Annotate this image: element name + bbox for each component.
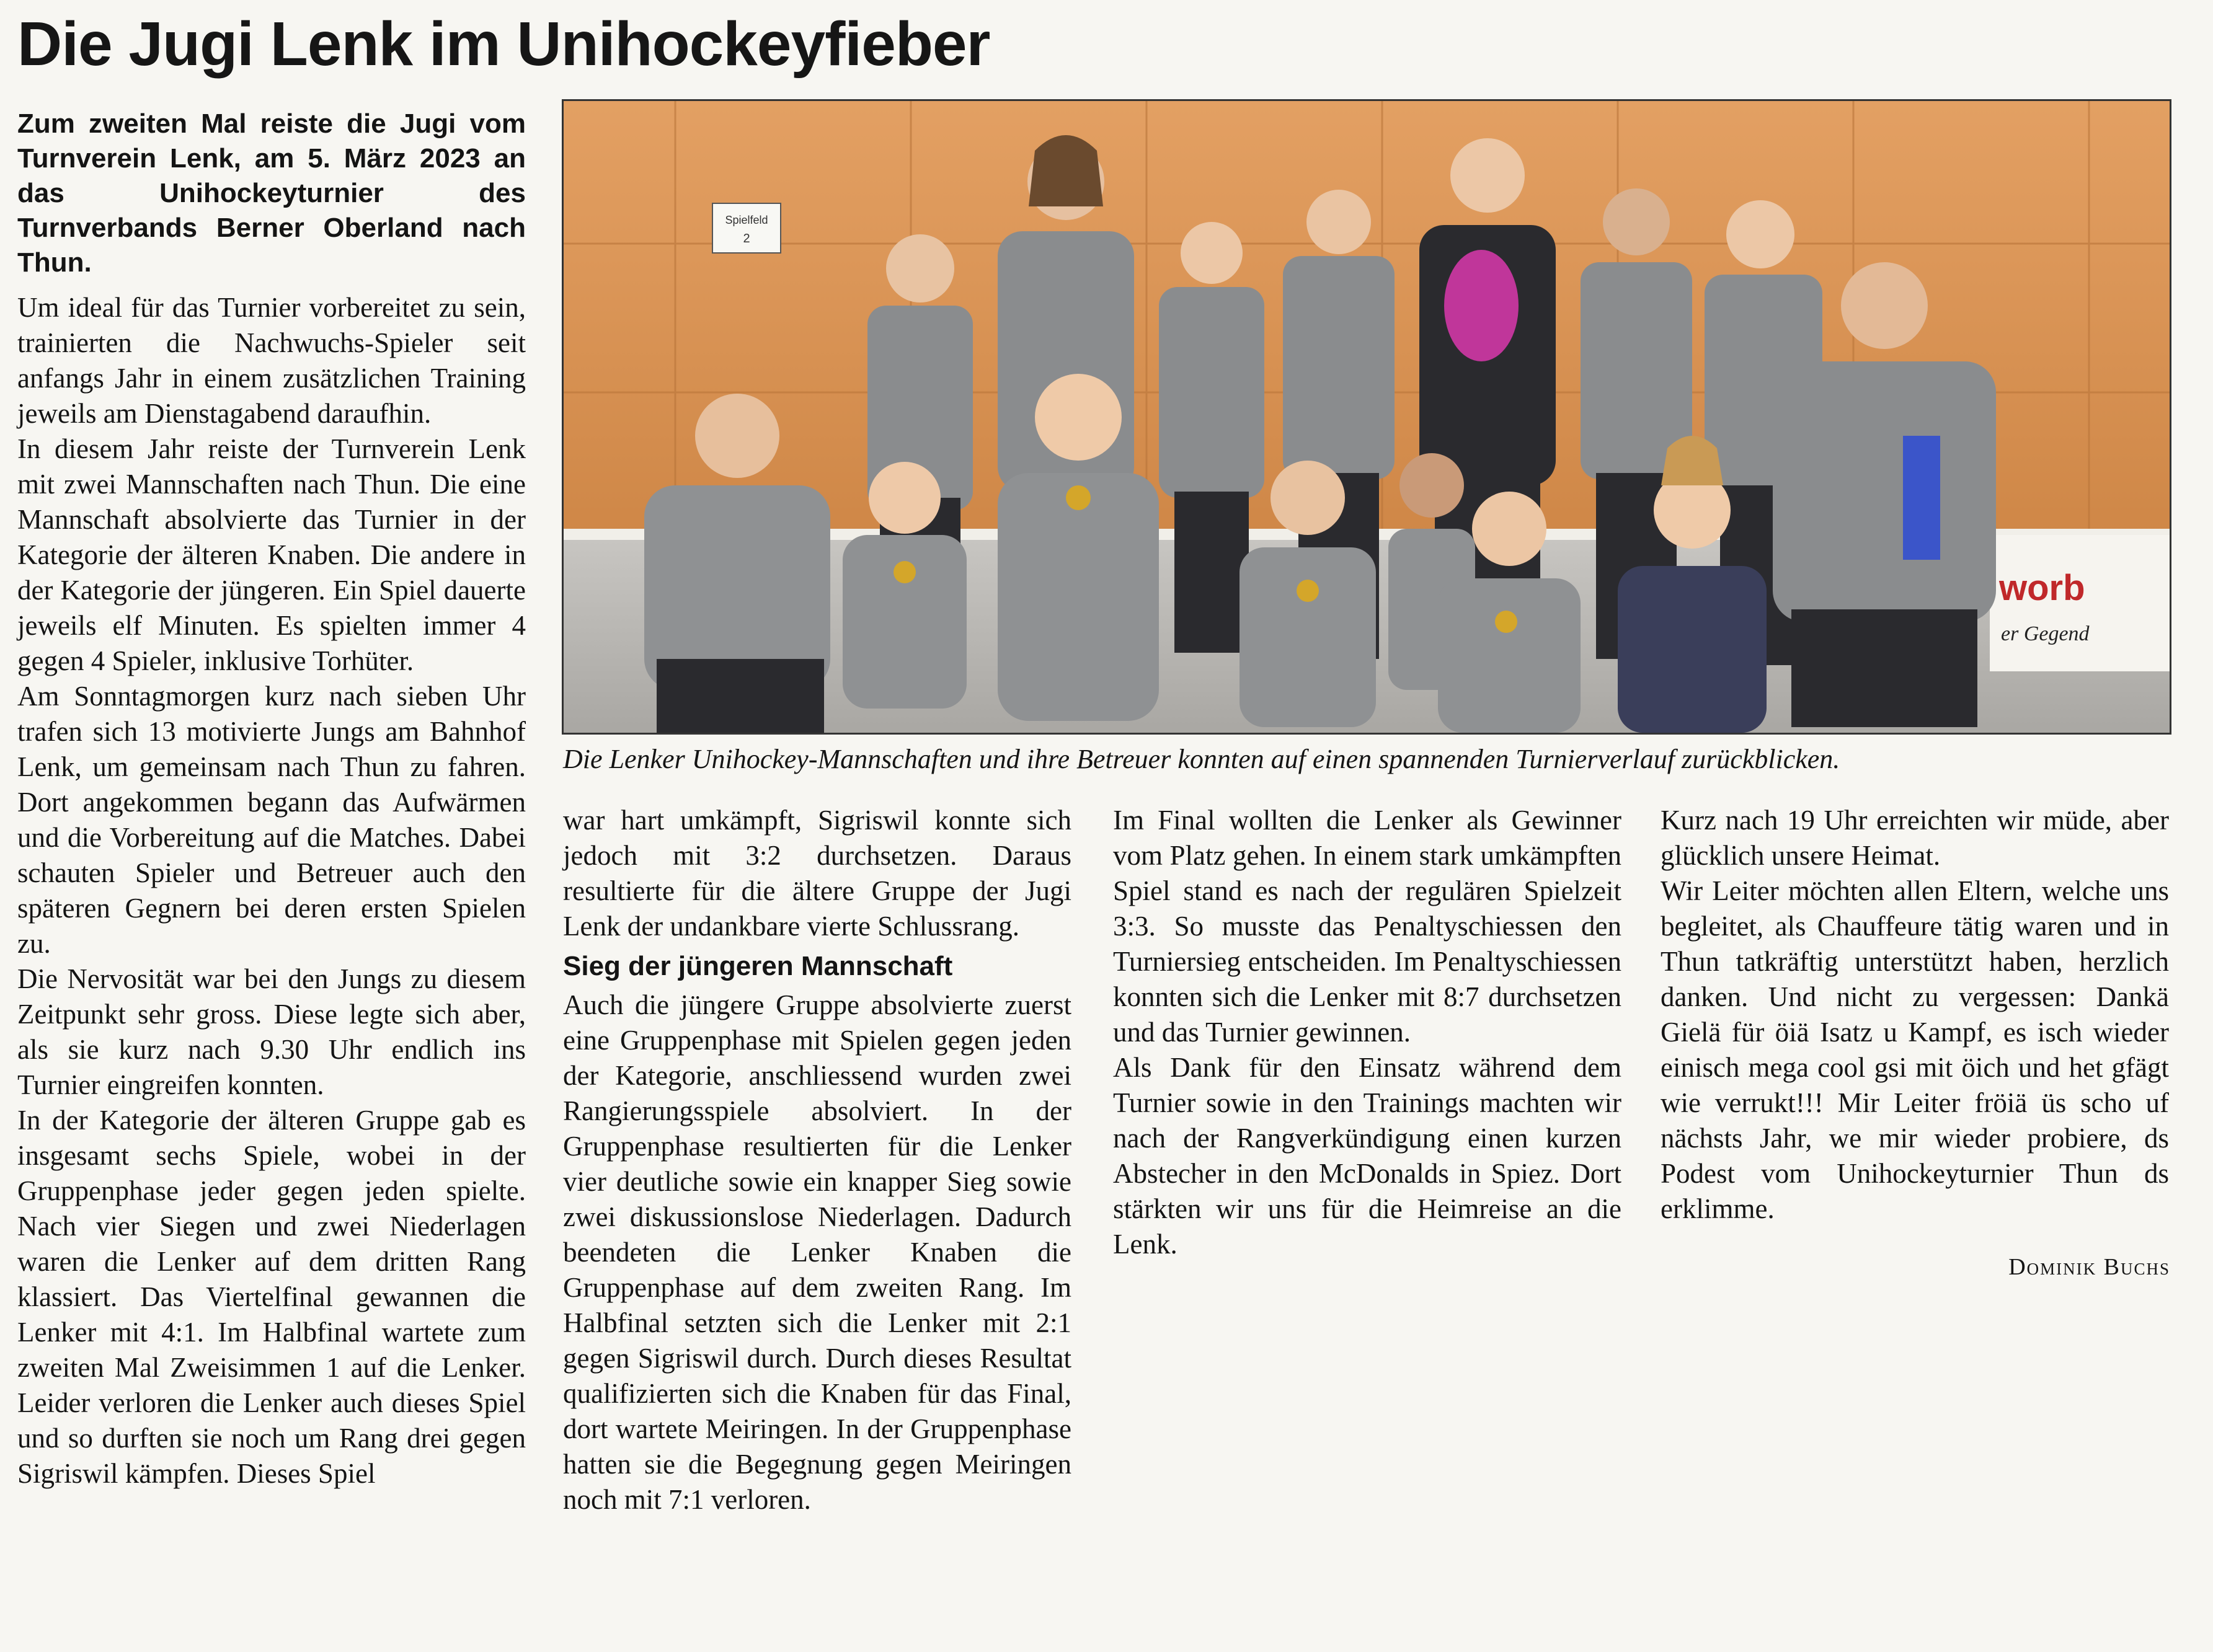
photo-caption: Die Lenker Unihockey-Mannschaften und ihre Betreuer konnten auf einen spannenden Turnierverlauf zurückblicken. (563, 744, 1840, 774)
article-subheading: Sieg der jüngeren Mannschaft (563, 951, 953, 981)
team-photo-illustration (564, 101, 2170, 733)
paragraph: Um ideal für das Turnier vorbereitet zu sein, trainierten die Nachwuchs-Spieler seit anfangs Jahr in einem zusätzlichen Training jeweils am Dienstagabend daraufhin. (17, 292, 526, 429)
court-sign (712, 203, 781, 253)
paragraph: In diesem Jahr reiste der Turnverein Lenk mit zwei Mannschaften nach Thun. Die eine Mannschaft absolvierte das Turnier in der Kategorie der älteren Knaben. Die andere in der Kategorie der jüngeren. Ein Spiel dauerte jeweils elf Minuten. Es spielten immer 4 gegen 4 Spieler, inklusive Torhüter. (17, 433, 526, 676)
article-column-1 (17, 290, 526, 1491)
article-column-2 (563, 803, 1071, 1517)
paragraph: Als Dank für den Einsatz während dem Turnier sowie in den Trainings machten wir nach der Rangverkündigung einen kurzen Abstecher in den McDonalds in Spiez. Dort stärkten wir uns für die Heimreise an die Lenk. (1113, 1052, 1621, 1260)
svg-text:er Gegend: er Gegend (2001, 622, 2090, 645)
article-column-3 (1113, 803, 1621, 1262)
svg-text:worb: worb (1999, 568, 2085, 608)
svg-text:2: 2 (743, 232, 750, 245)
paragraph: war hart umkämpft, Sigriswil konnte sich jedoch mit 3:2 durchsetzen. Daraus resultierte für die ältere Gruppe der Jugi Lenk der undankbare vierte Schlussrang. (563, 805, 1071, 942)
bleed-through-text (856, 12, 2189, 93)
paragraph: Im Final wollten die Lenker als Gewinner vom Platz gehen. In einem stark umkämpften Spiel stand es nach der regulären Spielzeit 3:3. So musste das Penaltyschiessen den Turniersieg entscheiden. Im Penaltyschiessen konnten sich die Lenker mit 8:7 durchsetzen und das Turnier gewinnen. (1113, 805, 1621, 1048)
article-column-4 (1661, 803, 2169, 1227)
paragraph: Auch die jüngere Gruppe absolvierte zuerst eine Gruppenphase mit Spielen gegen jeden der Kategorie, anschliessend wurden zwei Rangierungsspiele absolviert. In der Gruppenphase resultierten für die Lenker vier deutliche sowie ein knapper Sieg sowie zwei diskussionslose Niederlagen. Dadurch beendeten die Lenker Knaben die Gruppenphase auf dem zweiten Rang. Im Halbfinal setzten sich die Lenker mit 2:1 gegen Sigriswil durch. Durch dieses Resultat qualifizierten sich die Knaben für das Final, dort wartete Meiringen. In der Gruppenphase hatten sie die Begegnung gegen Meiringen noch mit 7:1 verloren. (563, 989, 1071, 1515)
paragraph: Am Sonntagmorgen kurz nach sieben Uhr trafen sich 13 motivierte Jungs am Bahnhof Lenk, um gemeinsam nach Thun zu fahren. Dort angekommen begann das Aufwärmen und die Vorbereitung auf die Matches. Dabei schauten Spieler und Betreuer auch den späteren Gegnern bei deren ersten Spielen zu. (17, 681, 526, 959)
article-headline: Die Jugi Lenk im Unihockeyfieber (17, 9, 990, 79)
article-author: Dominik Buchs (2008, 1254, 2170, 1280)
paragraph: Kurz nach 19 Uhr erreichten wir müde, aber glücklich unsere Heimat. (1661, 805, 2169, 871)
paragraph: In der Kategorie der älteren Gruppe gab es insgesamt sechs Spiele, wobei in der Gruppenphase jeder gegen jeden spielte. Nach vier Siegen und zwei Niederlagen waren die Lenker auf dem dritten Rang klassiert. Das Viertelfinal gewannen die Lenker mit 4:1. Im Halbfinal wartete zum zweiten Mal Zweisimmen 1 auf die Lenker. Leider verloren die Lenker auch dieses Spiel und so durften sie noch um Rang drei gegen Sigriswil kämpfen. Dieses Spiel (17, 1105, 526, 1489)
paragraph: Wir Leiter möchten allen Eltern, welche uns begleitet, als Chauffeure tätig waren und in Thun tatkräftig unterstützt haben, herzlich danken. Und nicht zu vergessen: Dankä Gielä für öiä Isatz u Kampf, es isch wieder einisch mega cool gsi mit öich und het gfägt wie verrukt!!! Mir Leiter fröiä üs scho uf nächsts Jahr, we mir wieder probiere, ds Podest vom Unihockeyturnier Thun ds erklimme. (1661, 875, 2169, 1224)
paragraph: Die Nervosität war bei den Jungs zu diesem Zeitpunkt sehr gross. Diese legte sich aber, als sie kurz nach 9.30 Uhr endlich ins Turnier eingreifen konnten. (17, 963, 526, 1100)
team-photo (562, 99, 2171, 735)
svg-text:Spielfeld: Spielfeld (725, 214, 768, 226)
sponsor-banner (1990, 535, 2170, 671)
article-lead: Zum zweiten Mal reiste die Jugi vom Turnverein Lenk, am 5. März 2023 an das Unihockeyturnier des Turnverbands Berner Oberland nach Thun. (17, 108, 526, 278)
